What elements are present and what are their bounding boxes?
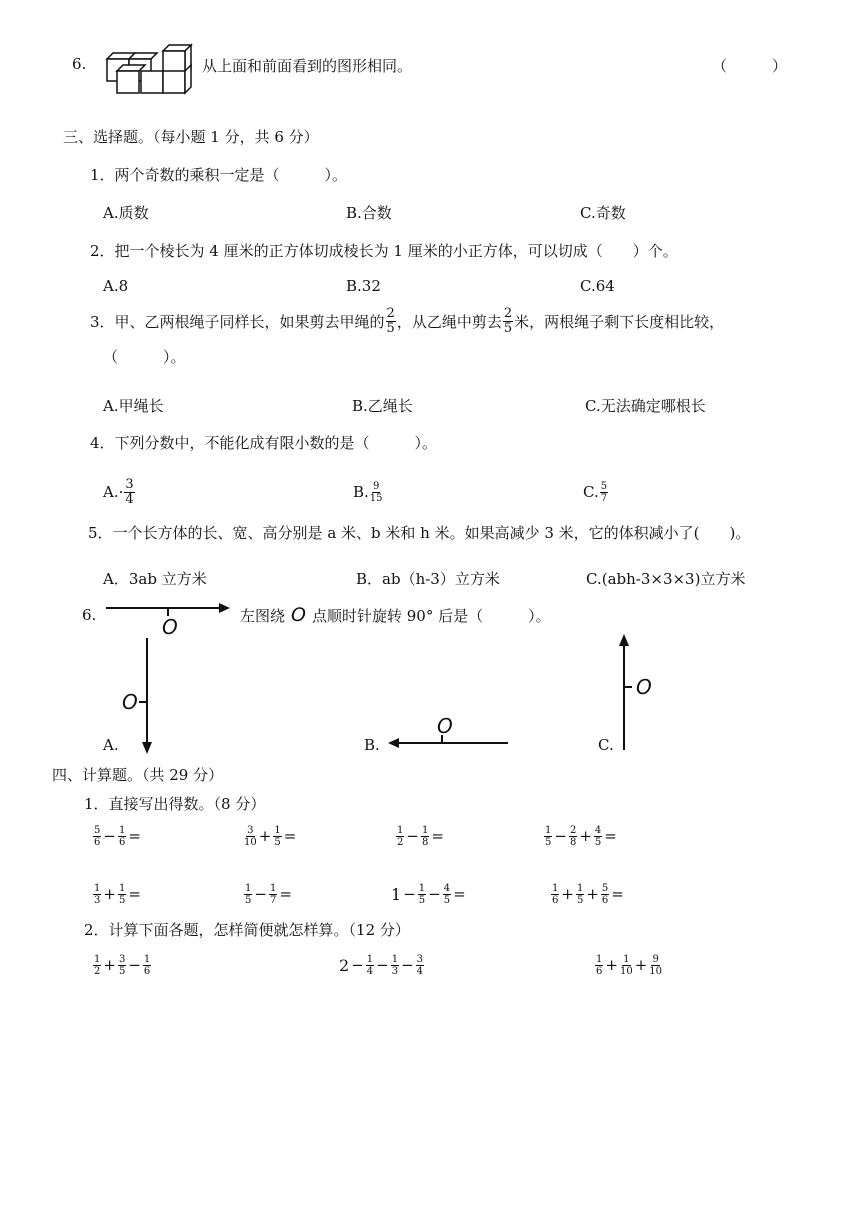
denominator: 5 [118,965,126,977]
option-label: A.· [103,483,124,501]
fraction [595,954,603,977]
denominator: 5 [594,836,602,848]
math-expression [390,879,467,909]
option-a: A. [103,736,119,754]
operator: + [103,885,116,903]
fraction [269,883,277,906]
option-a: A.8 [103,277,129,295]
denominator: 6 [94,836,101,848]
denominator: 2 [397,836,404,848]
numerator: 5 [601,882,609,894]
denominator: 5 [245,894,252,906]
fraction [366,954,374,977]
option-c [583,474,609,510]
fraction [601,883,609,906]
numerator: 1 [269,882,277,894]
option-b: B.32 [346,277,381,295]
math-expression [92,950,152,980]
numerator: 1 [94,882,101,894]
question-text: 从上面和前面看到的图形相同。 [202,57,413,75]
option-b: B.乙绳长 [352,397,413,415]
fraction [594,825,602,848]
text-part: 左图绕 [240,606,286,625]
numerator: 3 [416,953,424,965]
numerator: 2 [386,305,395,321]
denominator: 5 [418,894,426,906]
question-text: 5．一个长方体的长、宽、高分别是 a 米、b 米和 h 米。如果高减少 3 米，它的体积减小了( )。 [88,524,751,542]
numerator: 1 [245,882,252,894]
fraction [649,954,662,977]
fraction [118,883,126,906]
numerator: 1 [421,824,429,836]
denominator: 4 [125,491,134,507]
fraction [386,307,396,336]
leading-number: 1 [391,884,402,904]
operator: − [376,956,389,974]
denominator: 5 [576,894,584,906]
fraction [118,825,126,848]
text-part: 米，两根绳子剩下长度相比较， [514,312,725,331]
option-label: B. [353,483,369,501]
denominator: 3 [391,965,399,977]
numerator: 4 [594,824,602,836]
denominator: 5 [545,836,552,848]
text-part: 3．甲、乙两根绳子同样长，如果剪去甲绳的 [90,312,385,331]
leading-number: 2 [339,955,350,975]
option-c: C.(abh-3×3×3)立方米 [586,570,746,588]
option-c: C. [598,736,614,754]
part-title: 1．直接写出得数。（8 分） [84,795,266,813]
math-expression [243,821,297,851]
denominator: 10 [619,965,633,977]
fraction [124,478,134,507]
numerator: 1 [545,824,552,836]
denominator: 5 [274,836,281,848]
equals-sign: = [279,885,292,903]
cube-stack-figure [103,43,193,95]
equals-sign: = [431,827,444,845]
operator: + [258,827,272,845]
question-number: 6. [72,55,87,73]
denominator: 7 [269,894,277,906]
fraction [551,883,559,906]
operator: − [351,956,364,974]
operator: − [554,827,567,845]
operator: + [579,827,592,845]
numerator: 3 [247,824,254,836]
answer-parentheses: （ ）。 [103,348,186,366]
text-part: ，从乙绳中剪去 [396,312,502,331]
numerator: 2 [569,824,577,836]
numerator: 3 [118,953,126,965]
denominator: 6 [601,894,609,906]
option-c: C.64 [580,277,615,295]
denominator: 3 [94,894,101,906]
option-a: A.甲绳长 [103,397,164,415]
denominator: 15 [369,492,383,504]
question-text [240,600,551,630]
numerator: 2 [503,305,513,321]
numerator: 1 [118,882,126,894]
option-b [353,474,384,510]
fraction [244,825,257,848]
numerator: 1 [576,882,584,894]
fraction [416,954,424,977]
fraction [544,825,552,848]
pivot-symbol: O [291,604,306,626]
answer-parentheses: （ ） [712,57,788,75]
pivot-label: O [162,615,178,638]
fraction [421,825,429,848]
numerator: 4 [443,882,451,894]
numerator: 5 [600,480,608,492]
denominator: 4 [416,965,424,977]
fraction [576,883,584,906]
math-expression [243,879,293,909]
numerator: 9 [372,480,380,492]
numerator: 5 [94,824,101,836]
denominator: 2 [94,965,101,977]
fraction [143,954,151,977]
original-figure [100,598,235,638]
question-text [90,303,724,339]
option-b: B. [364,736,380,754]
denominator: 5 [443,894,451,906]
denominator: 6 [143,965,151,977]
denominator: 6 [596,965,603,977]
numerator: 1 [366,953,374,965]
numerator: 1 [552,882,559,894]
pivot-label: O [122,690,138,714]
math-expression [338,950,425,980]
section-heading: 四、计算题。（共 29 分） [52,766,224,784]
denominator: 5 [386,320,395,336]
fraction [93,883,101,906]
option-label: C. [583,483,599,501]
math-expression [594,950,663,980]
math-expression [395,821,445,851]
denominator: 5 [503,320,513,336]
fraction [244,883,252,906]
numerator: 1 [118,824,126,836]
fraction [600,481,608,504]
operator: + [561,885,574,903]
math-expression [550,879,625,909]
math-expression [543,821,618,851]
part-title: 2．计算下面各题，怎样简便就怎样算。（12 分） [84,921,410,939]
text-part: 点顺时针旋转 90° 后是（ ）。 [311,606,551,625]
equals-sign: = [283,827,297,845]
denominator: 7 [600,492,608,504]
option-b-figure [385,712,515,752]
numerator: 9 [652,953,659,965]
denominator: 10 [649,965,662,977]
numerator: 1 [418,882,426,894]
math-expression [92,879,142,909]
operator: − [403,885,416,903]
numerator: 1 [94,953,101,965]
option-a: A.质数 [103,204,149,222]
denominator: 5 [118,894,126,906]
fraction [391,954,399,977]
fraction [443,883,451,906]
fraction [396,825,404,848]
math-expression [92,821,142,851]
denominator: 4 [366,965,374,977]
numerator: 3 [125,476,134,492]
equals-sign: = [611,885,624,903]
question-text: 2．把一个棱长为 4 厘米的正方体切成棱长为 1 厘米的小正方体，可以切成（ ）个。 [90,242,678,260]
operator: + [586,885,599,903]
numerator: 1 [623,953,630,965]
equals-sign: = [128,885,141,903]
option-a [103,474,136,510]
option-c-figure [615,630,660,755]
option-b: B.合数 [346,204,392,222]
operator: − [401,956,414,974]
equals-sign: = [128,827,141,845]
fraction [118,954,126,977]
pivot-label: O [437,714,453,738]
numerator: 1 [397,824,404,836]
question-number: 6. [82,606,97,624]
denominator: 6 [118,836,126,848]
denominator: 8 [421,836,429,848]
numerator: 1 [274,824,281,836]
operator: − [128,956,141,974]
denominator: 8 [569,836,577,848]
fraction [273,825,281,848]
option-b: B．ab（h-3）立方米 [356,570,500,588]
section-heading: 三、选择题。（每小题 1 分，共 6 分） [63,128,319,146]
numerator: 1 [596,953,603,965]
operator: + [103,956,116,974]
question-text: 4．下列分数中，不能化成有限小数的是（ ）。 [90,434,438,452]
operator: − [254,885,267,903]
operator: + [634,956,648,974]
operator: − [428,885,441,903]
denominator: 6 [552,894,559,906]
numerator: 1 [143,953,151,965]
denominator: 10 [244,836,257,848]
numerator: 1 [391,953,399,965]
option-a: A．3ab 立方米 [103,570,207,588]
operator: − [103,827,116,845]
fraction [93,825,101,848]
fraction [569,825,577,848]
equals-sign: = [453,885,466,903]
fraction [503,307,513,336]
operator: − [406,827,419,845]
option-c: C.奇数 [580,204,626,222]
operator: + [605,956,618,974]
fraction [370,481,383,504]
pivot-label: O [636,675,652,699]
fraction [620,954,633,977]
fraction [418,883,426,906]
question-text: 1．两个奇数的乘积一定是（ ）。 [90,166,348,184]
fraction [93,954,101,977]
option-a-figure [118,636,163,758]
equals-sign: = [604,827,617,845]
option-c: C.无法确定哪根长 [585,397,706,415]
